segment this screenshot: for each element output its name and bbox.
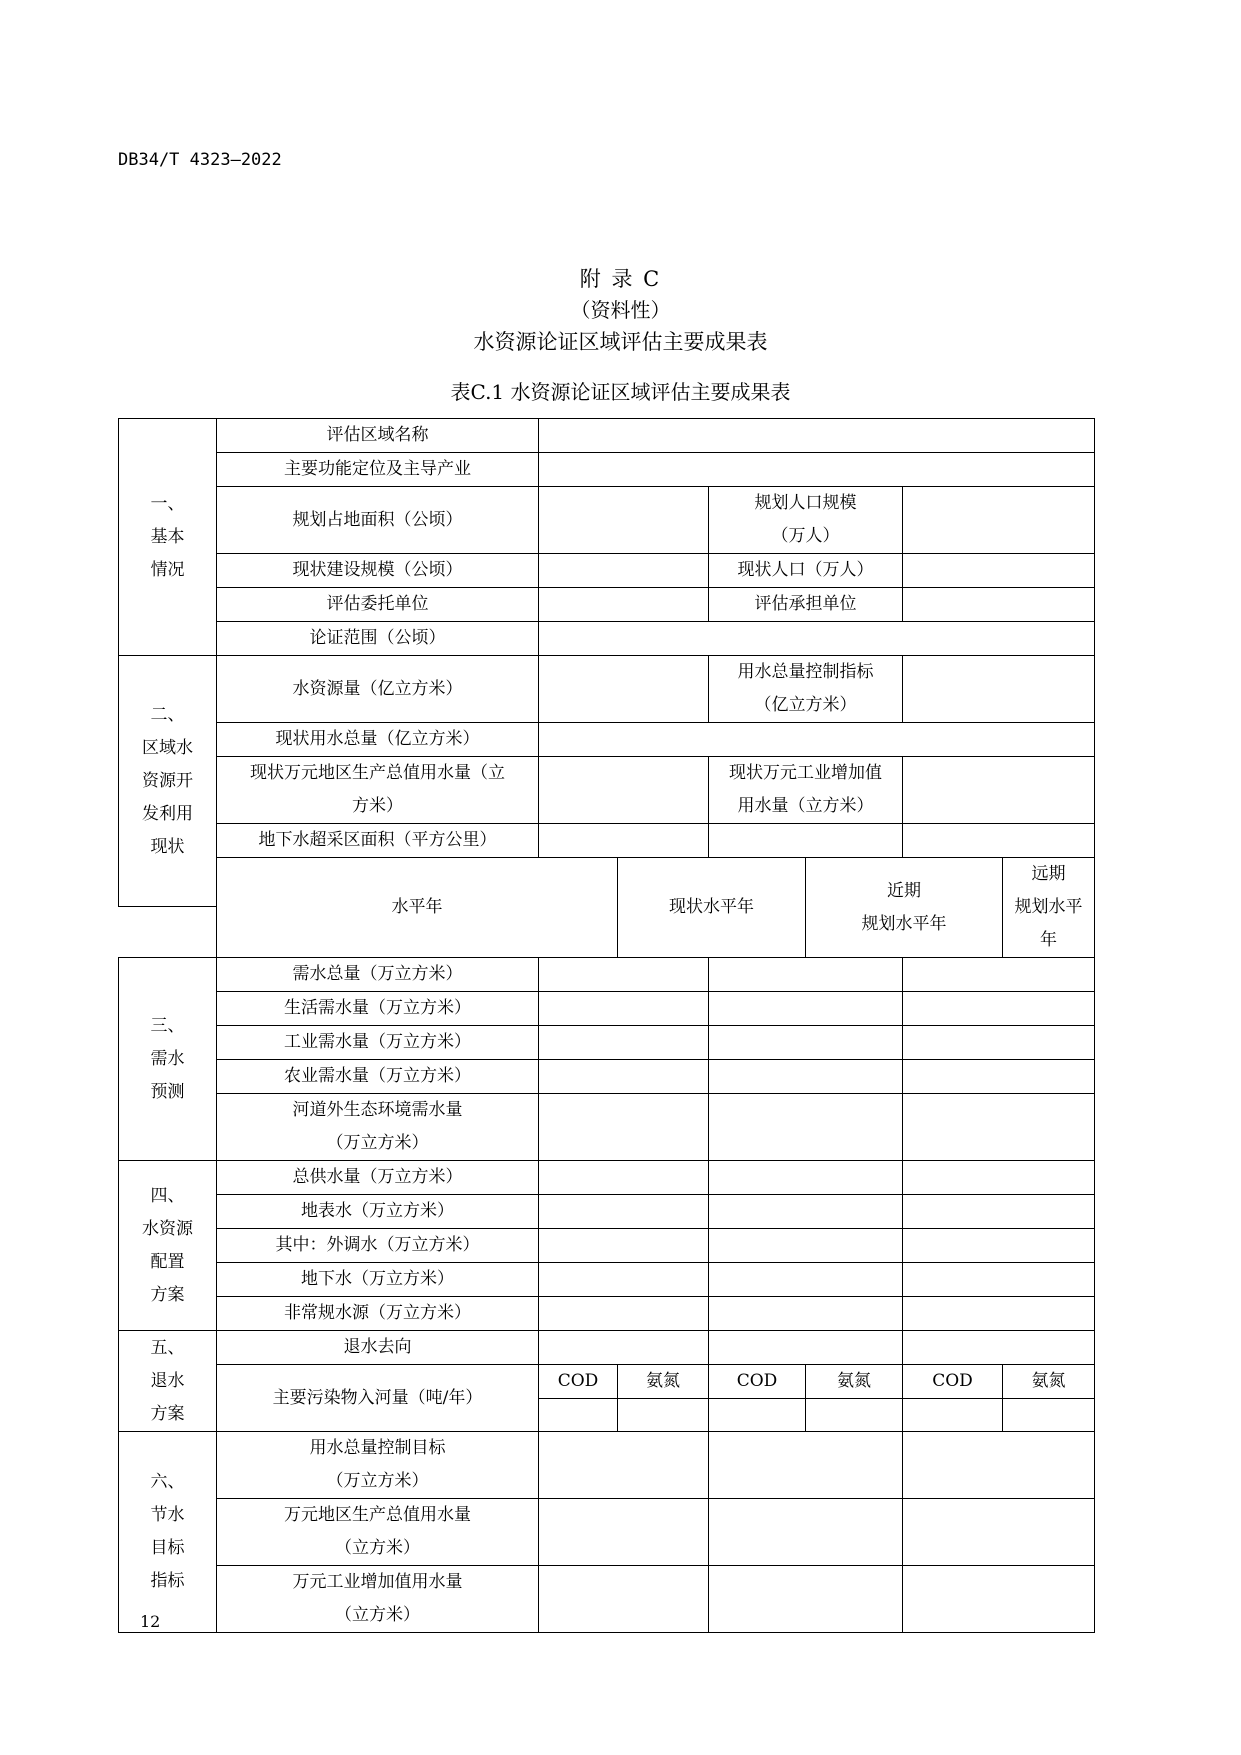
pollutant-load-label: 主要污染物入河量（吨/年） xyxy=(217,1365,539,1432)
total-demand-label: 需水总量（万立方米） xyxy=(217,958,539,992)
level-year-label: 水平年 xyxy=(217,858,618,958)
gdp-target-current[interactable] xyxy=(539,1499,709,1566)
scope-value[interactable] xyxy=(539,622,1095,656)
table-row xyxy=(119,1566,1095,1600)
current-population-label: 现状人口（万人） xyxy=(709,554,903,588)
total-target-current[interactable] xyxy=(539,1432,709,1499)
section-4-label: 四、 水资源 配置 方案 xyxy=(119,1161,217,1331)
gdp-target-label: 万元地区生产总值用水量 （立方米） xyxy=(217,1499,539,1566)
total-supply-current[interactable] xyxy=(539,1161,709,1195)
over-exploitation-label: 地下水超采区面积（平方公里） xyxy=(217,824,539,858)
table-caption: 表C.1 水资源论证区域评估主要成果表 xyxy=(450,380,791,404)
agricultural-demand-far[interactable] xyxy=(903,1060,1095,1094)
unconventional-water-label: 非常规水源（万立方米） xyxy=(217,1297,539,1331)
table-row xyxy=(119,1331,1095,1365)
cod-current: COD xyxy=(539,1365,618,1399)
gdp-target-far[interactable] xyxy=(903,1499,1095,1566)
far-level-year: 远期 规划水平年 xyxy=(1003,858,1095,958)
table-row xyxy=(119,757,1095,791)
ground-water-label: 地下水（万立方米） xyxy=(217,1263,539,1297)
total-control-value[interactable] xyxy=(903,656,1095,723)
section-3-label: 三、 需水 预测 xyxy=(119,958,217,1161)
total-supply-far[interactable] xyxy=(903,1161,1095,1195)
planned-area-label: 规划占地面积（公顷） xyxy=(217,487,539,554)
transfer-water-label: 其中：外调水（万立方米） xyxy=(217,1229,539,1263)
current-total-use-label: 现状用水总量（亿立方米） xyxy=(217,723,539,757)
current-level-year: 现状水平年 xyxy=(618,858,806,958)
unconventional-water-current[interactable] xyxy=(539,1297,709,1331)
industrial-demand-far[interactable] xyxy=(903,1026,1095,1060)
drainage-direction-far[interactable] xyxy=(903,1331,1095,1365)
unconventional-water-far[interactable] xyxy=(903,1297,1095,1331)
planned-area-value[interactable] xyxy=(539,487,709,554)
ground-water-near[interactable] xyxy=(709,1263,903,1297)
table-row xyxy=(119,723,1095,757)
current-scale-label: 现状建设规模（公顷） xyxy=(217,554,539,588)
over-exploitation-value-c[interactable] xyxy=(903,824,1095,858)
agricultural-demand-current[interactable] xyxy=(539,1060,709,1094)
ammonia-far: 氨氮 xyxy=(1003,1365,1095,1399)
industrial-demand-label: 工业需水量（万立方米） xyxy=(217,1026,539,1060)
current-scale-value[interactable] xyxy=(539,554,709,588)
transfer-water-current[interactable] xyxy=(539,1229,709,1263)
drainage-direction-label: 退水去向 xyxy=(217,1331,539,1365)
total-target-far[interactable] xyxy=(903,1432,1095,1499)
ecological-demand-label: 河道外生态环境需水量 （万立方米） xyxy=(217,1094,539,1161)
undertaking-unit-label: 评估承担单位 xyxy=(709,588,903,622)
unconventional-water-near[interactable] xyxy=(709,1297,903,1331)
total-demand-current[interactable] xyxy=(539,958,709,992)
table-row xyxy=(119,1432,1095,1465)
surface-water-current[interactable] xyxy=(539,1195,709,1229)
table-row xyxy=(119,824,1095,858)
near-level-year: 近期 规划水平年 xyxy=(806,858,1003,958)
domestic-demand-near[interactable] xyxy=(709,992,903,1026)
industrial-demand-current[interactable] xyxy=(539,1026,709,1060)
table-row xyxy=(119,1060,1095,1094)
industry-target-far[interactable] xyxy=(903,1566,1095,1633)
ammonia-far-value[interactable] xyxy=(1003,1399,1095,1432)
ecological-demand-near[interactable] xyxy=(709,1094,903,1161)
ground-water-far[interactable] xyxy=(903,1263,1095,1297)
table-row xyxy=(119,1263,1095,1297)
surface-water-near[interactable] xyxy=(709,1195,903,1229)
over-exploitation-value-a[interactable] xyxy=(539,824,709,858)
cod-near: COD xyxy=(709,1365,806,1399)
gdp-water-use-value[interactable] xyxy=(539,757,709,824)
table-row xyxy=(119,1365,1095,1399)
table-row xyxy=(119,453,1095,487)
cod-far-value[interactable] xyxy=(903,1399,1003,1432)
table-row xyxy=(119,487,1095,521)
industry-water-use-value[interactable] xyxy=(903,757,1095,824)
current-total-use-value[interactable] xyxy=(539,723,1095,757)
ammonia-near: 氨氮 xyxy=(806,1365,903,1399)
water-resources-value[interactable] xyxy=(539,656,709,723)
agricultural-demand-near[interactable] xyxy=(709,1060,903,1094)
table-row xyxy=(119,622,1095,656)
ammonia-current: 氨氮 xyxy=(618,1365,709,1399)
table-row xyxy=(119,1161,1095,1195)
page-number: 12 xyxy=(140,1612,161,1631)
table-row xyxy=(119,1297,1095,1331)
over-exploitation-value-b[interactable] xyxy=(709,824,903,858)
ground-water-current[interactable] xyxy=(539,1263,709,1297)
planned-population-value[interactable] xyxy=(903,487,1095,554)
total-target-near[interactable] xyxy=(709,1432,903,1499)
industrial-demand-near[interactable] xyxy=(709,1026,903,1060)
results-table xyxy=(118,418,1095,1633)
cod-far: COD xyxy=(903,1365,1003,1399)
table-row xyxy=(119,1229,1095,1263)
domestic-demand-current[interactable] xyxy=(539,992,709,1026)
ammonia-current-value[interactable] xyxy=(618,1399,709,1432)
assessed-area-name-value[interactable] xyxy=(539,419,1095,453)
commissioning-unit-label: 评估委托单位 xyxy=(217,588,539,622)
planned-population-label: 规划人口规模 （万人） xyxy=(709,487,903,554)
cod-current-value[interactable] xyxy=(539,1399,618,1432)
drainage-direction-current[interactable] xyxy=(539,1331,709,1365)
standard-code: DB34/T 4323—2022 xyxy=(118,150,282,170)
undertaking-unit-value[interactable] xyxy=(903,588,1095,622)
domestic-demand-label: 生活需水量（万立方米） xyxy=(217,992,539,1026)
current-population-value[interactable] xyxy=(903,554,1095,588)
gdp-water-use-label: 现状万元地区生产总值用水量（立 方米） xyxy=(217,757,539,824)
industry-target-label: 万元工业增加值用水量 （立方米） xyxy=(217,1566,539,1633)
surface-water-far[interactable] xyxy=(903,1195,1095,1229)
ecological-demand-current[interactable] xyxy=(539,1094,709,1161)
drainage-direction-near[interactable] xyxy=(709,1331,903,1365)
appendix-nature: （资料性） xyxy=(570,298,671,322)
table-row xyxy=(119,992,1095,1026)
table-row xyxy=(119,554,1095,588)
function-industry-value[interactable] xyxy=(539,453,1095,487)
appendix-label: 附 录 C xyxy=(579,267,662,291)
table-row xyxy=(119,1094,1095,1128)
table-row xyxy=(119,1499,1095,1533)
appendix-title: 水资源论证区域评估主要成果表 xyxy=(473,330,768,354)
total-supply-near[interactable] xyxy=(709,1161,903,1195)
industry-target-near[interactable] xyxy=(709,1566,903,1633)
function-industry-label: 主要功能定位及主导产业 xyxy=(217,453,539,487)
transfer-water-near[interactable] xyxy=(709,1229,903,1263)
section-2-label: 二、 区域水 资源开 发利用 现状 xyxy=(119,656,217,907)
total-control-label: 用水总量控制指标 （亿立方米） xyxy=(709,656,903,723)
cod-near-value[interactable] xyxy=(709,1399,806,1432)
table-row xyxy=(119,1026,1095,1060)
assessed-area-name-label: 评估区域名称 xyxy=(217,419,539,453)
gdp-target-near[interactable] xyxy=(709,1499,903,1566)
total-supply-label: 总供水量（万立方米） xyxy=(217,1161,539,1195)
ecological-demand-far[interactable] xyxy=(903,1094,1095,1161)
total-target-label: 用水总量控制目标 （万立方米） xyxy=(217,1432,539,1499)
section-5-label: 五、 退水 方案 xyxy=(119,1331,217,1432)
table-row xyxy=(119,419,1095,453)
industry-target-current[interactable] xyxy=(539,1566,709,1633)
table-row xyxy=(119,1195,1095,1229)
domestic-demand-far[interactable] xyxy=(903,992,1095,1026)
scope-label: 论证范围（公顷） xyxy=(217,622,539,656)
transfer-water-far[interactable] xyxy=(903,1229,1095,1263)
total-demand-far[interactable] xyxy=(903,958,1095,992)
industry-water-use-label: 现状万元工业增加值 用水量（立方米） xyxy=(709,757,903,824)
table-row xyxy=(119,588,1095,622)
section-6-label: 六、 节水 目标 指标 xyxy=(119,1432,217,1633)
table-row xyxy=(119,656,1095,690)
table-row xyxy=(119,858,1095,907)
agricultural-demand-label: 农业需水量（万立方米） xyxy=(217,1060,539,1094)
total-demand-near[interactable] xyxy=(709,958,903,992)
commissioning-unit-value[interactable] xyxy=(539,588,709,622)
table-row xyxy=(119,958,1095,992)
water-resources-label: 水资源量（亿立方米） xyxy=(217,656,539,723)
section-1-label: 一、 基本 情况 xyxy=(119,419,217,656)
ammonia-near-value[interactable] xyxy=(806,1399,903,1432)
surface-water-label: 地表水（万立方米） xyxy=(217,1195,539,1229)
